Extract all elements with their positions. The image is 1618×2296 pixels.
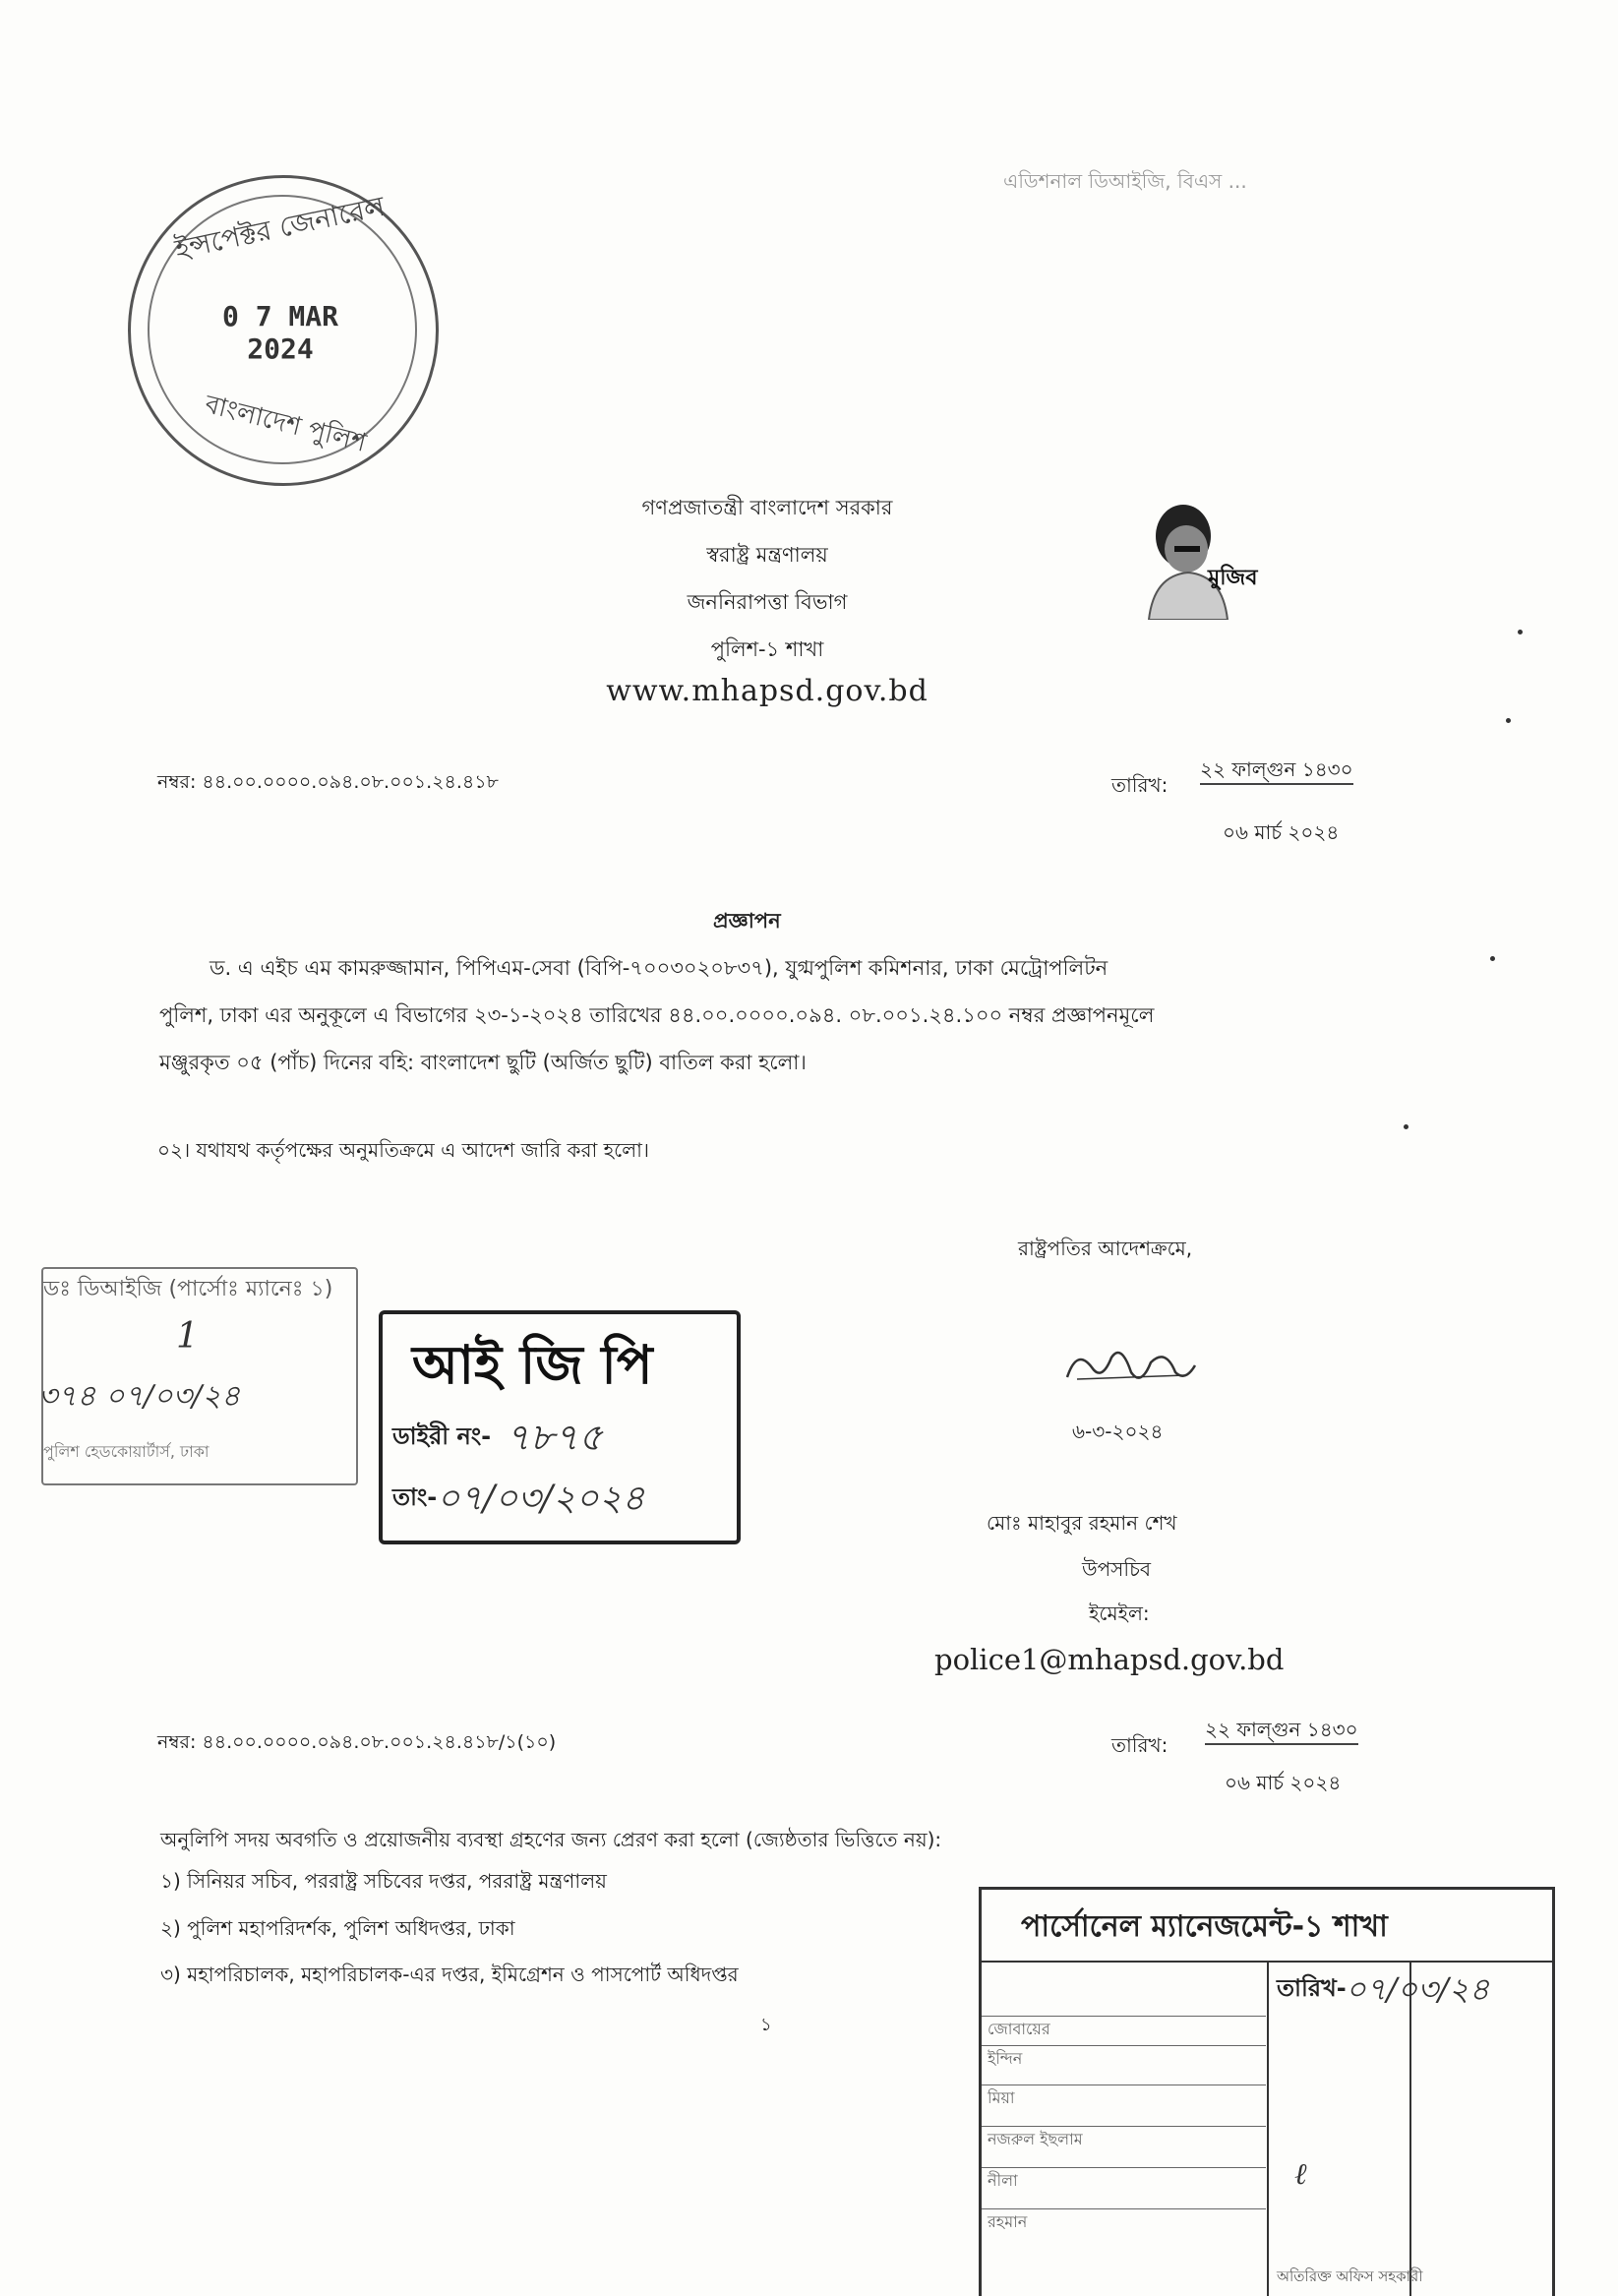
page-number: ১	[760, 2015, 772, 2035]
header-branch: পুলিশ-১ শাখা	[710, 637, 824, 661]
mgmt-date-label: তারিখ-	[1277, 1974, 1347, 2002]
mgmt-date: ০৭/০৩/২৪	[1346, 1970, 1490, 2008]
memo-date-bangla: ২২ ফাল্গুন ১৪৩০	[1200, 757, 1353, 785]
header-website: www.mhapsd.gov.bd	[606, 674, 929, 708]
signature-date: ৬-৩-২০২৪	[1072, 1420, 1164, 1443]
dig-stamp-mark: 1	[176, 1316, 199, 1357]
notice-title: প্রজ্ঞাপন	[713, 909, 781, 933]
mgmt-row: জোবায়ের	[982, 2016, 1266, 2043]
memo-number: নম্বর: ৪৪.০০.০০০০.০৯৪.০৮.০০১.২৪.৪১৮	[157, 771, 499, 793]
mujib-logo	[1129, 492, 1306, 620]
mujib-logo-text: মুজিব	[1208, 566, 1258, 590]
signatory-name: মোঃ মাহাবুর রহমান শেখ	[987, 1511, 1177, 1535]
igp-diary-stamp	[379, 1310, 741, 1544]
copy-item-1: ১) সিনিয়র সচিব, পররাষ্ট্র সচিবের দপ্তর, পররাষ্ট্র মন্ত্রণালয়	[160, 1869, 607, 1893]
scan-dot	[1506, 718, 1511, 723]
presidential-order-line: রাষ্ট্রপতির আদেশক্রমে,	[1018, 1237, 1193, 1260]
mgmt-row: মিয়া	[982, 2085, 1266, 2112]
faded-top-right-text: এডিশনাল ডিআইজি, বিএস ...	[1003, 169, 1247, 193]
dig-stamp-title: ডঃ ডিআইজি (পার্সোঃ ম্যানেঃ ১)	[43, 1277, 333, 1301]
received-stamp-top-text: ইন্সপেক্টর জেনারেল	[172, 189, 389, 267]
memo-date-label: তারিখ:	[1111, 773, 1169, 797]
igp-date-label: তাং-	[392, 1483, 438, 1511]
notice-para1-line2: পুলিশ, ঢাকা এর অনুকূলে এ বিভাগের ২৩-১-২০২৪ তারিখের ৪৪.০০.০০০০.০৯৪. ০৮.০০১.২৪.১০০ নম্বর প্রজ্ঞাপনমূলে	[159, 1003, 1155, 1027]
mgmt-row: নীলা	[982, 2167, 1266, 2195]
signatory-email: police1@mhapsd.gov.bd	[934, 1643, 1285, 1676]
header-ministry: স্বরাষ্ট্র মন্ত্রণালয়	[706, 543, 828, 567]
signature-scribble	[1057, 1338, 1205, 1401]
igp-date: ০৭/০৩/২০২৪	[437, 1479, 645, 1519]
copy-memo-date-english: ০৬ মার্চ ২০২৪	[1225, 1771, 1342, 1794]
received-stamp-bottom-text: বাংলাদেশ পুলিশ	[202, 390, 370, 458]
notice-para1-line3: মঞ্জুরকৃত ০৫ (পাঁচ) দিনের বহি: বাংলাদেশ ছুটি (অর্জিত ছুটি) বাতিল করা হলো।	[159, 1051, 807, 1074]
igp-diary-label: ডাইরী নং-	[392, 1422, 492, 1450]
mgmt-stamp-column-line	[1267, 1961, 1269, 2296]
scan-dot	[1518, 630, 1523, 634]
email-label: ইমেইল:	[1089, 1601, 1150, 1625]
copy-memo-number: নম্বর: ৪৪.০০.০০০০.০৯৪.০৮.০০১.২৪.৪১৮/১(১০)	[157, 1731, 557, 1753]
scan-dot	[1404, 1124, 1408, 1129]
dig-stamp-footer: পুলিশ হেডকোয়ার্টার্স, ঢাকা	[43, 1442, 210, 1461]
mgmt-initial-mark: ℓ	[1294, 2157, 1307, 2192]
copy-item-3: ৩) মহাপরিচালক, মহাপরিচালক-এর দপ্তর, ইমিগ্রেশন ও পাসপোর্ট অধিদপ্তর	[160, 1963, 739, 1986]
copy-intro: অনুলিপি সদয় অবগতি ও প্রয়োজনীয় ব্যবস্থা গ্রহণের জন্য প্রেরণ করা হলো (জ্যেষ্ঠতার ভিত্তিতে নয়):	[160, 1828, 942, 1851]
igp-stamp-title: আই জি পি	[412, 1334, 653, 1396]
mgmt-stamp-footer: অতিরিক্ত অফিস সহকারী	[1277, 2267, 1423, 2285]
memo-date-english: ০৬ মার্চ ২০২৪	[1223, 820, 1340, 844]
copy-item-2: ২) পুলিশ মহাপরিদর্শক, পুলিশ অধিদপ্তর, ঢাকা	[160, 1916, 515, 1940]
mgmt-row: নজরুল ইছলাম	[982, 2126, 1266, 2153]
scan-dot	[1490, 956, 1495, 961]
copy-memo-date-label: তারিখ:	[1111, 1733, 1169, 1757]
header-government: গণপ্রজাতন্ত্রী বাংলাদেশ সরকার	[641, 496, 893, 519]
notice-para1-line1: ড. এ এইচ এম কামরুজ্জামান, পিপিএম-সেবা (বিপি-৭০০৩০২০৮৩৭), যুগ্মপুলিশ কমিশনার, ঢাকা মেট্রোপলিটন	[210, 956, 1109, 980]
copy-memo-date-bangla: ২২ ফাল্গুন ১৪৩০	[1205, 1718, 1358, 1745]
received-stamp-date: 0 7 MAR 2024	[221, 300, 338, 365]
personnel-management-stamp	[979, 1887, 1555, 2296]
header-division: জননিরাপত্তা বিভাগ	[687, 590, 848, 614]
mgmt-row: রহমান	[982, 2208, 1266, 2236]
signatory-designation: উপসচিব	[1082, 1557, 1152, 1581]
dig-office-stamp	[38, 1267, 358, 1485]
igp-diary-number: ৭৮৭৫	[506, 1416, 603, 1459]
dig-stamp-handwriting: ৩৭৪ ০৭/০৩/২৪	[38, 1379, 241, 1414]
mgmt-stamp-title: পার্সোনেল ম্যানেজমেন্ট-১ শাখা	[1021, 1909, 1388, 1944]
mgmt-row: ইন্দিন	[982, 2045, 1266, 2073]
notice-para2: ০২। যথাযথ কর্তৃপক্ষের অনুমতিক্রমে এ আদেশ জারি করা হলো।	[157, 1138, 650, 1162]
